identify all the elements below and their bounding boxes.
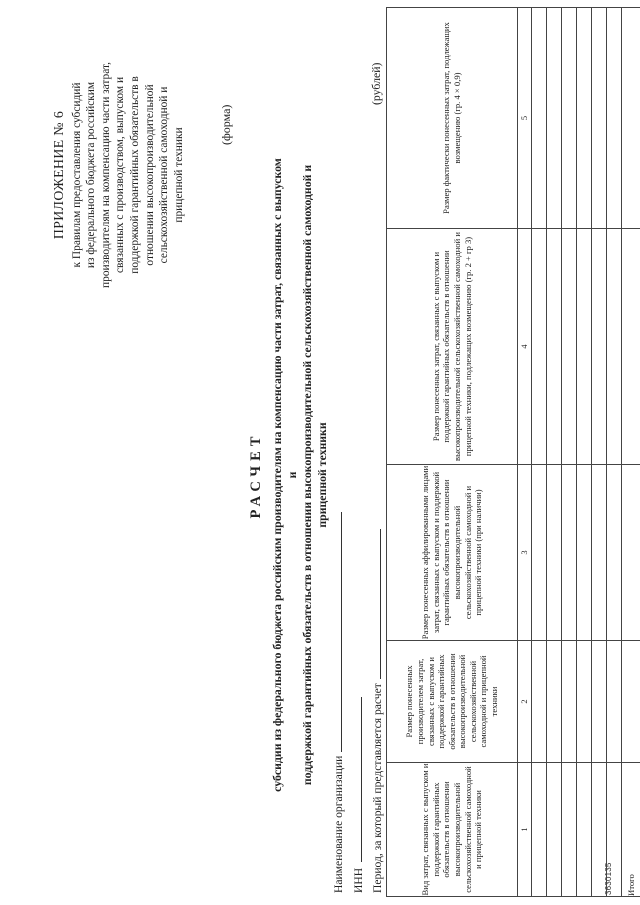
column-number: 2 [518,641,532,763]
table-cell[interactable] [562,465,577,641]
period-label: Период, за который представляется расчет [371,683,384,893]
organization-field [330,512,345,893]
column-number: 4 [518,229,532,465]
document-subtitle [270,155,330,795]
table-cell[interactable] [592,641,607,763]
total-cell[interactable] [622,8,640,229]
total-cell[interactable] [622,465,640,641]
table-cell[interactable] [547,465,562,641]
table-cell[interactable] [577,763,592,897]
table-cell[interactable] [577,641,592,763]
table-cell[interactable] [562,8,577,229]
table-cell[interactable] [592,229,607,465]
header-cell: Размер фактически понесенных затрат, подлежащих возмещению (гр. 4 × 0,9) [387,8,518,229]
organization-fill-line[interactable] [330,512,342,752]
subtitle-line: субсидии из федерального бюджета российским производителям на компенсацию части затрат, связанных с выпуском и [270,158,299,792]
document-title: РАСЧЕТ [248,431,264,519]
appendix-block [52,45,186,305]
column-number: 5 [518,8,532,229]
table-cell[interactable] [607,641,622,763]
appendix-line: связанных с производством, выпуском и [114,76,127,274]
table-cell[interactable] [592,465,607,641]
table-cell[interactable] [607,8,622,229]
calculation-table [386,7,640,897]
subtitle-line: прицепной техники [315,422,329,528]
table-cell[interactable] [547,763,562,897]
column-number: 3 [518,465,532,641]
appendix-title: ПРИЛОЖЕНИЕ № 6 [51,110,66,240]
period-field [369,529,384,893]
units-label: (рублей) [369,62,383,105]
appendix-line: поддержкой гарантийных обязательств в [128,76,141,274]
table-row [547,8,562,897]
table-cell[interactable] [577,465,592,641]
total-cell[interactable] [622,229,640,465]
column-number-row [518,8,532,897]
table-row [532,8,547,897]
table-cell[interactable] [607,229,622,465]
column-number: 1 [518,763,532,897]
table-cell[interactable] [532,229,547,465]
table-cell[interactable] [562,229,577,465]
header-cell: Размер понесенных производителем затрат, связанных с выпуском и поддержкой гарантийных обязательств в отношении высокопроизводительной сельскохозяйственной самоходной и прицепной техники [387,641,518,763]
appendix-line: прицепной техники [172,127,185,223]
organization-label: Наименование организации [332,755,345,893]
table-cell[interactable] [532,8,547,229]
table-cell[interactable] [607,763,622,897]
inn-fill-line[interactable] [350,697,362,862]
appendix-line: производителям на компенсацию части затрат, [99,62,112,288]
table-row [562,8,577,897]
table-row [607,8,622,897]
table-row [577,8,592,897]
table-cell[interactable] [562,763,577,897]
inn-label: ИНН [352,867,365,893]
appendix-line: из федерального бюджета российским [85,81,98,269]
document-id: 3630135 [604,862,613,895]
total-cell[interactable] [622,641,640,763]
table-header-row [387,8,518,897]
appendix-line: к Правилам предоставления субсидий [70,82,83,268]
table-cell[interactable] [547,641,562,763]
table-cell[interactable] [577,8,592,229]
table-cell[interactable] [532,465,547,641]
table-cell[interactable] [562,641,577,763]
table-cell[interactable] [532,641,547,763]
table-cell[interactable] [577,229,592,465]
table-cell[interactable] [547,8,562,229]
header-cell: Размер понесенных аффилированными лицами затрат, связанных с выпуском и поддержкой гарантийных обязательств в отношении высокопроизводительной сельскохозяйственной самоходной и прицепной техники (при наличии) [387,465,518,641]
period-fill-line[interactable] [369,529,381,679]
table-row [592,8,607,897]
form-label: (форма) [219,104,233,145]
header-cell: Размер понесенных затрат, связанных с выпуском и поддержкой гарантийных обязательств в отношении высокопроизводительной сельскохозяйственной самоходной и прицепной техники, подлежащих возмещению (гр. 2 + гр 3) [387,229,518,465]
subtitle-line: поддержкой гарантийных обязательств в отношении высокопроизводительной сельскохозяйственной самоходной и [300,164,314,786]
table-cell[interactable] [547,229,562,465]
table-cell[interactable] [607,465,622,641]
header-cell: Вид затрат, связанных с выпуском и поддержкой гарантийных обязательств в отношении высокопроизводительной сельскохозяйственной самоходной и прицепной техники [387,763,518,897]
table-cell[interactable] [592,8,607,229]
total-label: Итого [622,763,640,897]
appendix-line: отношении высокопроизводительной [143,84,156,266]
table-cell[interactable] [532,763,547,897]
table-cell[interactable] [592,763,607,897]
appendix-line: сельскохозяйственной самоходной и [158,86,171,264]
total-row [622,8,640,897]
inn-field [350,697,365,893]
